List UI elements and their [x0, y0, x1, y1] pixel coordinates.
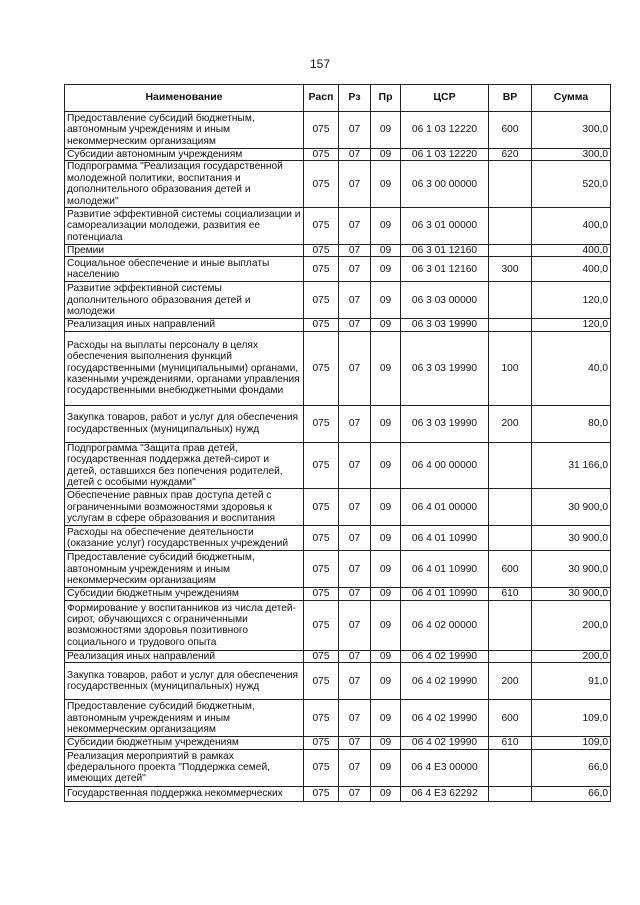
header-name: Наименование [65, 85, 304, 112]
row-sum: 400,0 [532, 245, 611, 257]
row-pr: 09 [371, 245, 401, 257]
row-sum: 109,0 [532, 737, 611, 749]
table-row [65, 442, 611, 489]
table-row [65, 331, 611, 405]
row-sum: 120,0 [532, 282, 611, 319]
row-pr: 09 [371, 257, 401, 282]
row-pr: 09 [371, 786, 401, 801]
row-rz: 07 [339, 526, 371, 551]
row-vr [489, 526, 532, 551]
row-pr: 09 [371, 700, 401, 737]
row-name: Расходы на выплаты персоналу в целях обеспечения выполнения функций государственными (муниципальными) органами, казенными учреждениями, органами управления государственными внебюджетными фондами [65, 331, 304, 405]
row-rz: 07 [339, 282, 371, 319]
row-rasp: 075 [304, 650, 339, 662]
row-rasp: 075 [304, 526, 339, 551]
row-rz: 07 [339, 749, 371, 786]
row-csr: 06 4 00 00000 [401, 442, 489, 489]
row-vr: 300 [489, 257, 532, 282]
row-csr: 06 4 E3 00000 [401, 749, 489, 786]
row-vr [489, 208, 532, 245]
row-name: Развитие эффективной системы социализации и самореализации молодежи, развития ее потенциала [65, 208, 304, 245]
row-rz: 07 [339, 650, 371, 662]
row-rasp: 075 [304, 331, 339, 405]
row-pr: 09 [371, 282, 401, 319]
row-csr: 06 3 03 19990 [401, 405, 489, 442]
row-name: Подпрограмма "Реализация государственной молодежной политики, воспитания и дополнительного образования детей и молодежи" [65, 161, 304, 208]
row-csr: 06 4 01 00000 [401, 489, 489, 526]
row-sum: 400,0 [532, 257, 611, 282]
row-name: Обеспечение равных прав доступа детей с ограниченными возможностями здоровья к услугам в сфере образования и воспитания [65, 489, 304, 526]
row-name: Предоставление субсидий бюджетным, автономным учреждениям и иным некоммерческим организациям [65, 700, 304, 737]
row-vr [489, 442, 532, 489]
row-name: Предоставление субсидий бюджетным, автономным учреждениям и иным некоммерческим организациям [65, 112, 304, 149]
row-sum: 30 900,0 [532, 551, 611, 588]
table-row [65, 149, 611, 161]
table-row [65, 749, 611, 786]
table-row [65, 663, 611, 700]
row-sum: 520,0 [532, 161, 611, 208]
table-row [65, 489, 611, 526]
row-vr: 610 [489, 737, 532, 749]
row-rasp: 075 [304, 588, 339, 600]
row-pr: 09 [371, 526, 401, 551]
row-rasp: 075 [304, 161, 339, 208]
row-rz: 07 [339, 442, 371, 489]
page-number: 157 [309, 57, 331, 71]
row-csr: 06 4 02 00000 [401, 600, 489, 650]
row-rz: 07 [339, 245, 371, 257]
row-rz: 07 [339, 600, 371, 650]
row-vr [489, 600, 532, 650]
row-csr: 06 4 02 19990 [401, 650, 489, 662]
row-pr: 09 [371, 600, 401, 650]
row-vr: 200 [489, 405, 532, 442]
row-sum: 400,0 [532, 208, 611, 245]
row-rasp: 075 [304, 786, 339, 801]
table-row [65, 161, 611, 208]
row-name: Закупка товаров, работ и услуг для обеспечения государственных (муниципальных) нужд [65, 405, 304, 442]
table-row [65, 208, 611, 245]
row-name: Реализация иных направлений [65, 319, 304, 331]
row-csr: 06 3 01 12160 [401, 257, 489, 282]
row-pr: 09 [371, 650, 401, 662]
row-csr: 06 3 00 00000 [401, 161, 489, 208]
row-name: Социальное обеспечение и иные выплаты населению [65, 257, 304, 282]
row-rz: 07 [339, 331, 371, 405]
row-rz: 07 [339, 663, 371, 700]
table-row [65, 282, 611, 319]
row-rasp: 075 [304, 749, 339, 786]
row-rz: 07 [339, 786, 371, 801]
table-row [65, 737, 611, 749]
table-row [65, 257, 611, 282]
table-row [65, 786, 611, 801]
row-pr: 09 [371, 161, 401, 208]
header-sum: Сумма [532, 85, 611, 112]
row-csr: 06 3 03 19990 [401, 331, 489, 405]
table-row [65, 405, 611, 442]
row-vr [489, 749, 532, 786]
row-vr [489, 319, 532, 331]
row-csr: 06 4 02 19990 [401, 700, 489, 737]
row-csr: 06 4 02 19990 [401, 737, 489, 749]
row-sum: 91,0 [532, 663, 611, 700]
table-row [65, 112, 611, 149]
row-rasp: 075 [304, 245, 339, 257]
row-pr: 09 [371, 663, 401, 700]
row-csr: 06 3 03 00000 [401, 282, 489, 319]
row-rasp: 075 [304, 282, 339, 319]
row-sum: 200,0 [532, 650, 611, 662]
row-vr [489, 786, 532, 801]
row-rz: 07 [339, 700, 371, 737]
row-sum: 30 900,0 [532, 526, 611, 551]
row-vr [489, 245, 532, 257]
row-sum: 300,0 [532, 149, 611, 161]
row-rasp: 075 [304, 405, 339, 442]
row-rasp: 075 [304, 489, 339, 526]
row-sum: 80,0 [532, 405, 611, 442]
row-name: Субсидии автономным учреждениям [65, 149, 304, 161]
budget-table [64, 84, 611, 802]
row-rasp: 075 [304, 319, 339, 331]
table-row [65, 551, 611, 588]
row-rz: 07 [339, 257, 371, 282]
row-sum: 30 900,0 [532, 489, 611, 526]
table-row [65, 588, 611, 600]
row-rasp: 075 [304, 551, 339, 588]
row-rz: 07 [339, 489, 371, 526]
table-row [65, 700, 611, 737]
row-csr: 06 4 E3 62292 [401, 786, 489, 801]
header-csr: ЦСР [401, 85, 489, 112]
row-csr: 06 3 01 00000 [401, 208, 489, 245]
row-name: Субсидии бюджетным учреждениям [65, 588, 304, 600]
row-rz: 07 [339, 588, 371, 600]
row-vr [489, 282, 532, 319]
row-name: Закупка товаров, работ и услуг для обеспечения государственных (муниципальных) нужд [65, 663, 304, 700]
row-name: Реализация иных направлений [65, 650, 304, 662]
row-rasp: 075 [304, 600, 339, 650]
row-rz: 07 [339, 551, 371, 588]
table-row [65, 245, 611, 257]
row-rz: 07 [339, 149, 371, 161]
row-rasp: 075 [304, 442, 339, 489]
row-sum: 40,0 [532, 331, 611, 405]
table-body [65, 112, 611, 802]
row-pr: 09 [371, 319, 401, 331]
table-row [65, 650, 611, 662]
row-csr: 06 4 01 10990 [401, 588, 489, 600]
row-sum: 66,0 [532, 786, 611, 801]
row-vr [489, 489, 532, 526]
table-row [65, 319, 611, 331]
row-pr: 09 [371, 208, 401, 245]
row-rz: 07 [339, 319, 371, 331]
row-rz: 07 [339, 112, 371, 149]
row-name: Подпрограмма "Защита прав детей, государственная поддержка детей-сирот и детей, оставшихся без попечения родителей, детей с особыми нуждами" [65, 442, 304, 489]
header-vr: ВР [489, 85, 532, 112]
row-vr: 200 [489, 663, 532, 700]
header-rasp: Расп [304, 85, 339, 112]
table-row [65, 526, 611, 551]
row-sum: 300,0 [532, 112, 611, 149]
row-rz: 07 [339, 161, 371, 208]
row-pr: 09 [371, 489, 401, 526]
row-pr: 09 [371, 112, 401, 149]
row-sum: 109,0 [532, 700, 611, 737]
row-rz: 07 [339, 208, 371, 245]
row-name: Государственная поддержка некоммерческих [65, 786, 304, 801]
row-vr: 600 [489, 112, 532, 149]
table-header-row [65, 85, 611, 112]
row-rasp: 075 [304, 149, 339, 161]
row-name: Реализация мероприятий в рамках федерального проекта "Поддержка семей, имеющих детей" [65, 749, 304, 786]
row-name: Субсидии бюджетным учреждениям [65, 737, 304, 749]
row-sum: 200,0 [532, 600, 611, 650]
row-pr: 09 [371, 551, 401, 588]
row-vr: 100 [489, 331, 532, 405]
row-rasp: 075 [304, 112, 339, 149]
row-sum: 31 166,0 [532, 442, 611, 489]
row-pr: 09 [371, 737, 401, 749]
row-csr: 06 4 02 19990 [401, 663, 489, 700]
row-pr: 09 [371, 588, 401, 600]
row-vr: 610 [489, 588, 532, 600]
row-name: Предоставление субсидий бюджетным, автономным учреждениям и иным некоммерческим организациям [65, 551, 304, 588]
row-rasp: 075 [304, 737, 339, 749]
row-pr: 09 [371, 442, 401, 489]
row-vr [489, 161, 532, 208]
row-rasp: 075 [304, 208, 339, 245]
row-csr: 06 4 01 10990 [401, 551, 489, 588]
row-rasp: 075 [304, 257, 339, 282]
row-vr: 620 [489, 149, 532, 161]
header-rz: Рз [339, 85, 371, 112]
row-vr: 600 [489, 700, 532, 737]
row-name: Развитие эффективной системы дополнительного образования детей и молодежи [65, 282, 304, 319]
row-pr: 09 [371, 149, 401, 161]
row-rz: 07 [339, 737, 371, 749]
row-csr: 06 1 03 12220 [401, 149, 489, 161]
row-pr: 09 [371, 405, 401, 442]
table-row [65, 600, 611, 650]
row-csr: 06 1 03 12220 [401, 112, 489, 149]
row-name: Расходы на обеспечение деятельности (оказание услуг) государственных учреждений [65, 526, 304, 551]
row-rasp: 075 [304, 700, 339, 737]
row-pr: 09 [371, 331, 401, 405]
row-sum: 120,0 [532, 319, 611, 331]
row-csr: 06 4 01 10990 [401, 526, 489, 551]
row-rasp: 075 [304, 663, 339, 700]
row-csr: 06 3 01 12160 [401, 245, 489, 257]
row-vr [489, 650, 532, 662]
row-rz: 07 [339, 405, 371, 442]
header-pr: Пр [371, 85, 401, 112]
row-csr: 06 3 03 19990 [401, 319, 489, 331]
row-pr: 09 [371, 749, 401, 786]
row-vr: 600 [489, 551, 532, 588]
row-sum: 66,0 [532, 749, 611, 786]
row-sum: 30 900,0 [532, 588, 611, 600]
row-name: Формирование у воспитанников из числа детей-сирот, обучающихся с ограниченными возможностями здоровья позитивного социального и трудового опыта [65, 600, 304, 650]
row-name: Премии [65, 245, 304, 257]
